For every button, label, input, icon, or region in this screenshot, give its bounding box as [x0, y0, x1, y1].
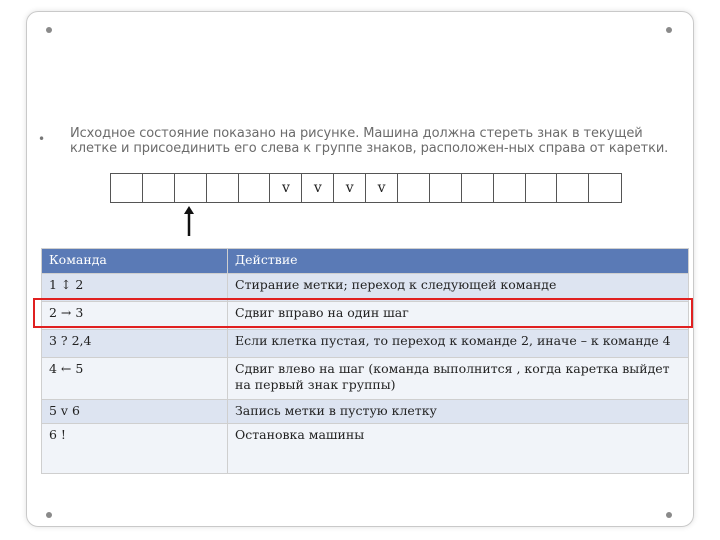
- tape-cell: [462, 174, 494, 202]
- command-table: [41, 248, 689, 474]
- tape-cell: v: [366, 174, 398, 202]
- action-cell: Запись метки в пустую клетку: [228, 400, 689, 424]
- corner-dot-top-left: [46, 27, 52, 33]
- task-description: Исходное состояние показано на рисунке. Машина должна стереть знак в текущей клетке и присоединить его слева к группе знаков, расположен-ных справа от каретки.: [70, 126, 669, 156]
- header-action: Действие: [228, 249, 689, 274]
- table-row: [42, 400, 689, 424]
- action-cell: Остановка машины: [228, 424, 689, 474]
- tape-cell: [430, 174, 462, 202]
- command-cell: 2 → 3: [42, 302, 228, 330]
- tape-cell: [557, 174, 589, 202]
- tape-cell: v: [270, 174, 302, 202]
- tape-cell: [143, 174, 175, 202]
- tape-cell: [239, 174, 271, 202]
- action-cell: Если клетка пустая, то переход к команде 2, иначе – к команде 4: [228, 330, 689, 358]
- tape-cell: [494, 174, 526, 202]
- action-cell: Стирание метки; переход к следующей команде: [228, 274, 689, 302]
- command-cell: 5 v 6: [42, 400, 228, 424]
- corner-dot-top-right: [666, 27, 672, 33]
- tape-cell: [526, 174, 558, 202]
- tape-cell: [589, 174, 621, 202]
- header-command: Команда: [42, 249, 228, 274]
- command-cell: 4 ← 5: [42, 358, 228, 400]
- tape-cell: [175, 174, 207, 202]
- tape-cell: v: [334, 174, 366, 202]
- tape-cell: [111, 174, 143, 202]
- corner-dot-bottom-left: [46, 512, 52, 518]
- tape-cell: [207, 174, 239, 202]
- carriage-arrow-icon: [183, 206, 195, 236]
- table-row: [42, 424, 689, 474]
- tape-cell: v: [302, 174, 334, 202]
- corner-dot-bottom-right: [666, 512, 672, 518]
- table-row: [42, 330, 689, 358]
- action-cell: Сдвиг влево на шаг (команда выполнится , когда каретка выйдет на первый знак группы): [228, 358, 689, 400]
- highlighted-row-frame: [33, 298, 693, 328]
- command-cell: 3 ? 2,4: [42, 330, 228, 358]
- command-cell: 1 ↕ 2: [42, 274, 228, 302]
- table-header-row: [42, 249, 689, 274]
- turing-tape: [110, 173, 622, 203]
- command-cell: 6 !: [42, 424, 228, 474]
- table-row: [42, 358, 689, 400]
- bullet-marker: •: [38, 132, 46, 146]
- tape-cell: [398, 174, 430, 202]
- action-cell: Сдвиг вправо на один шаг: [228, 302, 689, 330]
